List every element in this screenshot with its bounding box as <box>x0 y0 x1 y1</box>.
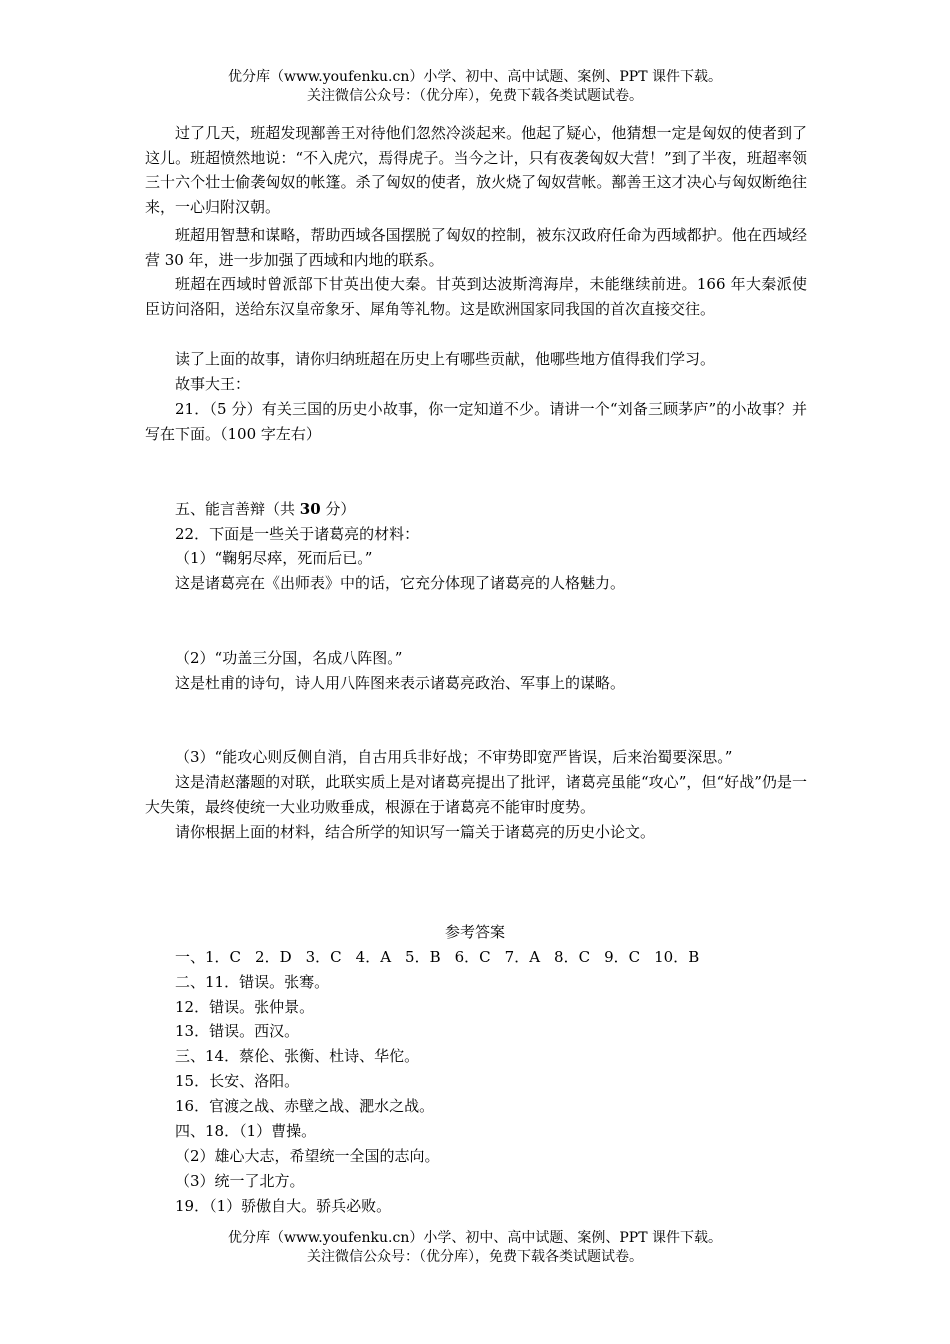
story-king-label: 故事大王： <box>175 375 251 393</box>
mc-answer: 5．B <box>405 948 441 966</box>
material-3-description: 这是清赵藩题的对联，此联实质上是对诸葛亮提出了批评，诸葛亮虽能“攻心”，但“好战”仍是一大失策，最终使统一大业功败垂成，根源在于诸葛亮不能审时度势。 <box>145 773 807 816</box>
multiple-choice-answers <box>175 945 713 970</box>
section-5-title-suffix: 分） <box>320 500 356 518</box>
answer-15: 15．长安、洛阳。 <box>175 1072 300 1090</box>
question-22: 22．下面是一些关于诸葛亮的材料： <box>175 525 420 543</box>
material-3-quote: （3）“能攻心则反侧自消，自古用兵非好战；不审势即宽严皆误，后来治蜀要深思。” <box>175 748 733 766</box>
question-21: 21．（5 分）有关三国的历史小故事，你一定知道不少。请讲一个“刘备三顾茅庐”的小故事？并写在下面。（100 字左右） <box>145 400 807 443</box>
mc-answer: 3．C <box>305 948 342 966</box>
page-header <box>0 68 950 106</box>
answer-14: 三、14．蔡伦、张衡、杜诗、华佗。 <box>175 1047 420 1065</box>
footer-line-1: 优分库（www.youfenku.cn）小学、初中、高中试题、案例、PPT 课件下载。 <box>227 1230 722 1246</box>
story-paragraph-3: 班超在西域时曾派部下甘英出使大秦。甘英到达波斯湾海岸，未能继续前进。166 年大秦派使臣访问洛阳，送给东汉皇帝象牙、犀角等礼物。这是欧洲国家同我国的首次直接交往。 <box>145 275 807 318</box>
story-paragraph-1: 过了几天，班超发现鄯善王对待他们忽然冷淡起来。他起了疑心，他猜想一定是匈奴的使者到了这儿。班超愤然地说：“不入虎穴，焉得虎子。当今之计，只有夜袭匈奴大营！”到了半夜，班超率领三十六个壮士偷袭匈奴的帐篷。杀了匈奴的使者，放火烧了匈奴营帐。鄯善王这才决心与匈奴断绝往来，一心归附汉朝。 <box>145 124 807 216</box>
answer-12: 12．错误。张仲景。 <box>175 998 315 1016</box>
answer-18-part-1: 四、18．（1）曹操。 <box>175 1122 317 1140</box>
answer-13: 13．错误。西汉。 <box>175 1022 300 1040</box>
mc-prefix: 一、 <box>175 948 206 966</box>
material-2-quote: （2）“功盖三分国，名成八阵图。” <box>175 649 403 667</box>
mc-answer: 6．C <box>454 948 491 966</box>
footer-line-2: 关注微信公众号：（优分库），免费下载各类试题试卷。 <box>307 1249 643 1265</box>
page-footer <box>0 1229 950 1267</box>
section-5-title <box>175 497 355 522</box>
answer-16: 16．官渡之战、赤壁之战、淝水之战。 <box>175 1097 435 1115</box>
mc-answer: 4．A <box>355 948 392 966</box>
mc-answer: 8．C <box>554 948 591 966</box>
section-5-score: 30 <box>299 500 321 518</box>
section-5-title-prefix: 五、能言善辩（共 <box>175 500 300 518</box>
answer-19-part-1: 19．（1）骄傲自大。骄兵必败。 <box>175 1197 392 1215</box>
essay-task: 请你根据上面的材料，结合所学的知识写一篇关于诸葛亮的历史小论文。 <box>175 823 656 841</box>
mc-answer: 10．B <box>654 948 700 966</box>
mc-answer: 1．C <box>205 948 242 966</box>
header-line-2: 关注微信公众号：（优分库），免费下载各类试题试卷。 <box>307 88 643 104</box>
mc-answer: 9．C <box>604 948 641 966</box>
material-1-description: 这是诸葛亮在《出师表》中的话，它充分体现了诸葛亮的人格魅力。 <box>175 574 626 592</box>
answers-title: 参考答案 <box>444 923 505 941</box>
material-1-quote: （1）“鞠躬尽瘁，死而后已。” <box>175 549 373 567</box>
material-2-description: 这是杜甫的诗句，诗人用八阵图来表示诸葛亮政治、军事上的谋略。 <box>175 674 626 692</box>
mc-answer: 2．D <box>255 948 292 966</box>
header-line-1: 优分库（www.youfenku.cn）小学、初中、高中试题、案例、PPT 课件下载。 <box>227 69 722 85</box>
story-question: 读了上面的故事，请你归纳班超在历史上有哪些贡献，他哪些地方值得我们学习。 <box>175 350 716 368</box>
story-paragraph-2: 班超用智慧和谋略，帮助西域各国摆脱了匈奴的控制，被东汉政府任命为西域都护。他在西域经营 30 年，进一步加强了西域和内地的联系。 <box>145 226 807 269</box>
answer-18-part-2: （2）雄心大志，希望统一全国的志向。 <box>175 1147 440 1165</box>
answer-11: 二、11．错误。张骞。 <box>175 973 330 991</box>
answer-18-part-3: （3）统一了北方。 <box>175 1172 305 1190</box>
mc-answer: 7．A <box>504 948 541 966</box>
